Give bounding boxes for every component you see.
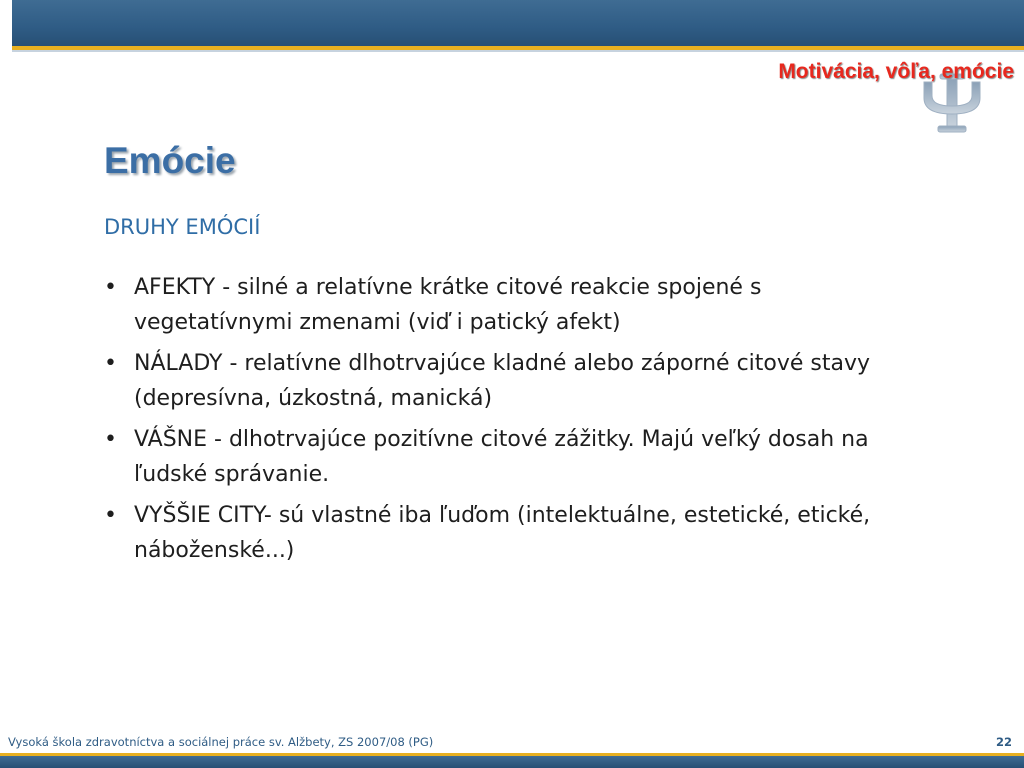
bullet-dot-icon: •	[104, 503, 117, 528]
bullet-text: VYŠŠIE CITY- sú vlastné iba ľuďom (intelektuálne, estetické, etické, náboženské...)	[134, 503, 871, 563]
bullet-text: NÁLADY - relatívne dlhotrvajúce kladné alebo záporné citové stavy (depresívna, úzkostná, manická)	[134, 351, 871, 411]
bullet-item	[104, 270, 884, 340]
bullet-item	[104, 422, 884, 492]
top-banner-shadow-line	[12, 50, 1024, 52]
slide-title: Emócie	[104, 140, 236, 181]
top-banner-bar	[12, 0, 1024, 46]
bullet-dot-icon: •	[104, 351, 117, 376]
header-title: Motivácia, vôľa, emócie	[778, 60, 1014, 83]
bullet-dot-icon: •	[104, 427, 117, 452]
bullet-item	[104, 498, 884, 568]
bullet-list	[104, 270, 884, 574]
bullet-text: AFEKTY - silné a relatívne krátke citové reakcie spojené s vegetatívnymi zmenami (viď i patický afekt)	[134, 275, 762, 335]
bullet-dot-icon: •	[104, 275, 117, 300]
bottom-banner-bar	[0, 756, 1024, 768]
bullet-text: VÁŠNE - dlhotrvajúce pozitívne citové zážitky. Majú veľký dosah na ľudské správanie.	[134, 427, 869, 487]
page-number: 22	[995, 735, 1012, 749]
slide-subtitle: DRUHY EMÓCIÍ	[104, 215, 261, 239]
footer-text: Vysoká škola zdravotníctva a sociálnej práce sv. Alžbety, ZS 2007/08 (PG)	[8, 735, 434, 749]
bullet-item	[104, 346, 884, 416]
